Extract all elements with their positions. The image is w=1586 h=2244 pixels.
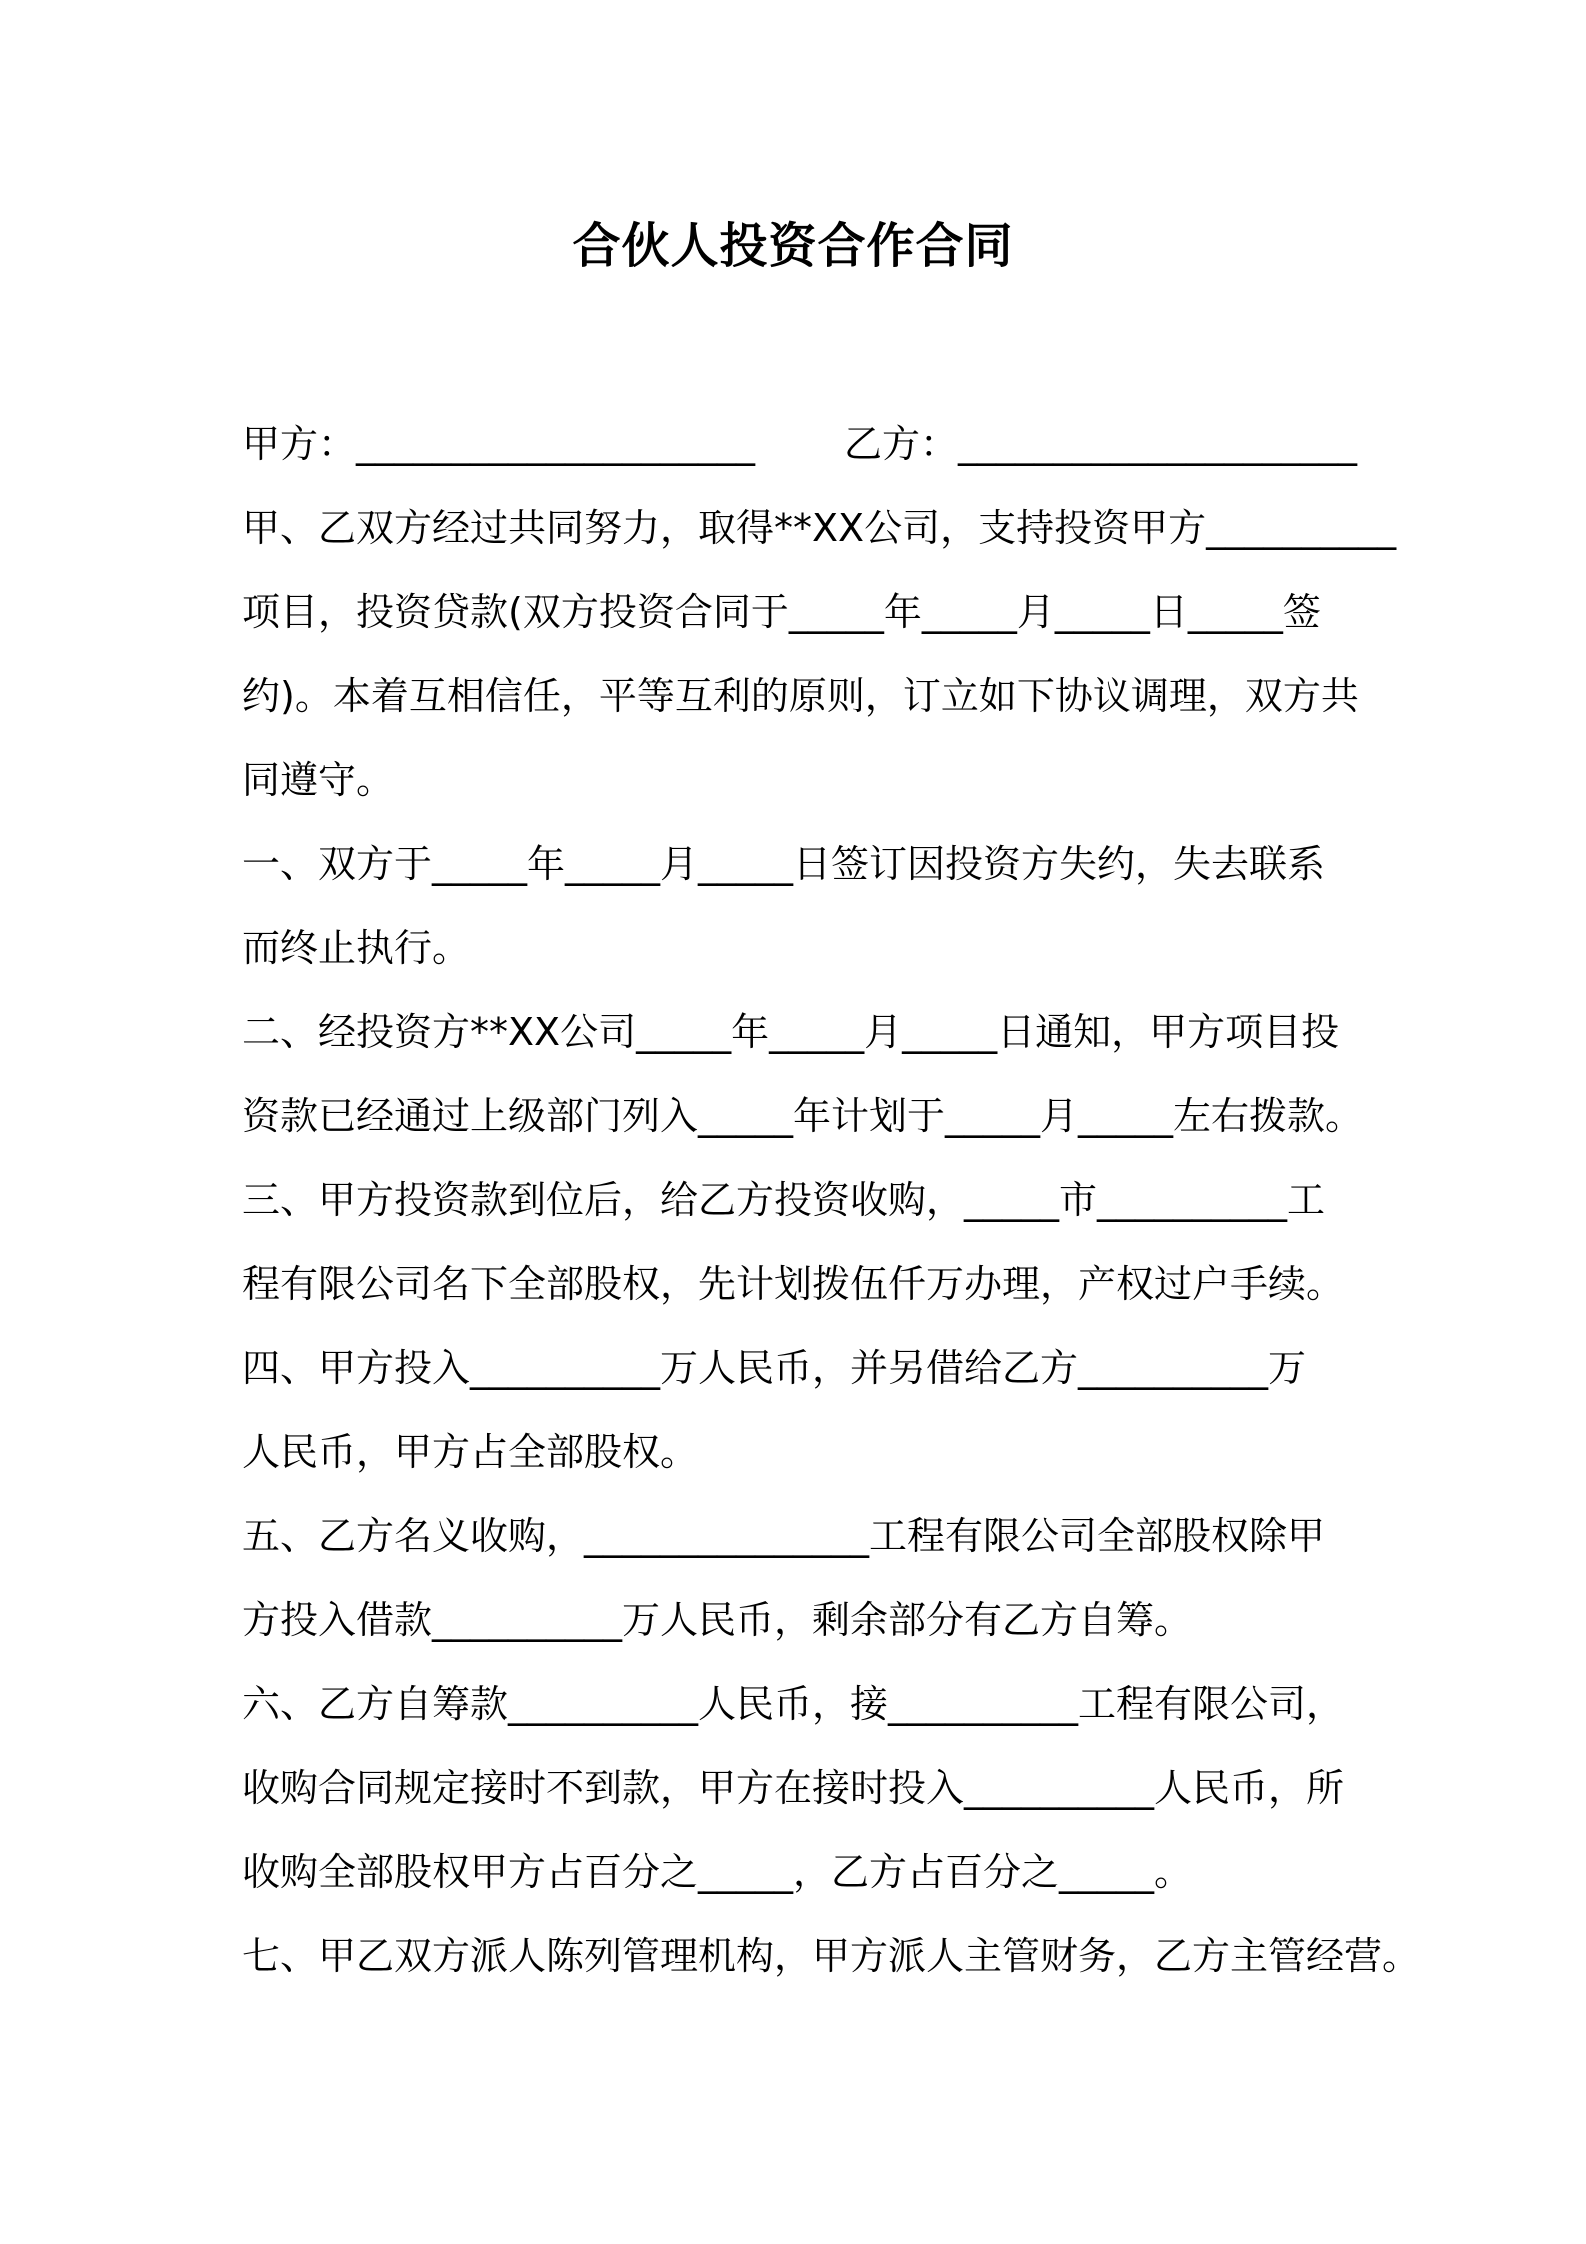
- text-line: 资款已经通过上级部门列入_____年计划于_____月_____左右拨款。: [242, 1094, 1364, 1138]
- clause-7-line: 七、甲乙双方派人陈列管理机构，甲方派人主管财务，乙方主管经营。: [242, 1934, 1421, 1978]
- text-line: 项目，投资贷款(双方投资合同于_____年_____月_____日_____签: [242, 590, 1321, 634]
- parties-line: [242, 402, 1357, 486]
- text-line: 方投入借款__________万人民币，剩余部分有乙方自筹。: [242, 1598, 1193, 1642]
- clause-6-line: 六、乙方自筹款__________人民币，接__________工程有限公司，: [242, 1682, 1345, 1726]
- text-line: 约)。本着互相信任，平等互利的原则，订立如下协议调理，双方共: [242, 674, 1359, 718]
- text-line: 同遵守。: [242, 758, 395, 802]
- text-line: 而终止执行。: [242, 926, 471, 970]
- document-title: 合伙人投资合作合同: [572, 218, 1014, 274]
- text-line: 甲、乙双方经过共同努力，取得**XX公司，支持投资甲方__________: [242, 506, 1397, 550]
- clause-1-line: 一、双方于_____年_____月_____日签订因投资方失约，失去联系: [242, 842, 1326, 886]
- text-line: 程有限公司名下全部股权，先计划拨伍仟万办理，产权过户手续。: [242, 1262, 1345, 1306]
- text-line: 收购合同规定接时不到款，甲方在接时投入__________人民币，所: [242, 1766, 1345, 1810]
- clause-2-line: 二、经投资方**XX公司_____年_____月_____日通知，甲方项目投: [242, 1010, 1340, 1054]
- party-a-field: 甲方：_____________________: [242, 422, 756, 466]
- text-line: 人民币，甲方占全部股权。: [242, 1430, 699, 1474]
- text-line: 收购全部股权甲方占百分之_____，乙方占百分之_____。: [242, 1850, 1193, 1894]
- clause-3-line: 三、甲方投资款到位后，给乙方投资收购，_____市__________工: [242, 1178, 1326, 1222]
- clause-4-line: 四、甲方投入__________万人民币，并另借给乙方__________万: [242, 1346, 1307, 1390]
- document-body: [242, 402, 1421, 1998]
- clause-5-line: 五、乙方名义收购，_______________工程有限公司全部股权除甲: [242, 1514, 1326, 1558]
- party-b-field: 乙方：_____________________: [843, 422, 1357, 466]
